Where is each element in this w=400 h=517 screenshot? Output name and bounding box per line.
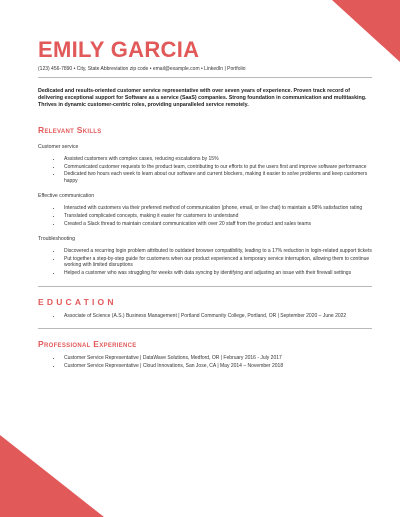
skill-group-title: Troubleshooting xyxy=(38,236,76,243)
list-item: • Put together a step-by-step guide for customers when our product experienced a temporary service interruption, allowing them to continue working with limited disruptions xyxy=(62,256,372,269)
section-divider xyxy=(38,286,372,287)
experience-heading: Professional Experience xyxy=(38,339,137,350)
experience-list xyxy=(38,355,372,369)
skill-group-title: Customer service xyxy=(38,144,79,150)
list-item: • Dedicated two hours each week to learn about our software and current blockers, making it easier to solve problems and keep customers happy xyxy=(62,171,372,184)
list-item: • Translated complicated concepts, making it easier for customers to understand xyxy=(62,213,372,220)
skill-group-list xyxy=(38,205,372,227)
list-item: • Assisted customers with complex cases, reducing escalations by 15% xyxy=(62,156,372,163)
last-name: GARCIA xyxy=(110,37,200,62)
education-heading: EDUCATION xyxy=(38,296,117,307)
list-item: • Customer Service Representative | DataWave Solutions, Medford, OR | February 2016 - July 2017 xyxy=(62,355,372,362)
candidate-name xyxy=(38,38,372,62)
list-item: • Communicated customer requests to the product team, contributing to our efforts to put the users first and improve software performance xyxy=(62,164,372,171)
list-item: • Discovered a recurring login problem attributed to outdated browser compatibility, leading to a 17% reduction in login-related support tickets xyxy=(62,248,372,255)
skill-group-list xyxy=(38,248,372,276)
list-item: • Created a Slack thread to maintain constant communication with over 20 staff from the product and sales teams xyxy=(62,221,372,228)
corner-decoration-bottom-left xyxy=(0,435,104,517)
summary-paragraph: Dedicated and results-oriented customer service representative with over seven years of experience. Proven track record of delivering exceptional support for Software as a service (SaaS) companies. Strong foundation in communication and multitasking. Thrives in dynamic customer-centric roles, providing unparalleled service remotely. xyxy=(38,88,367,108)
header-divider xyxy=(38,77,372,78)
list-item: • Helped a customer who was struggling for weeks with data syncing by identifying and adjusting an issue with their firewall settings xyxy=(62,270,372,277)
education-list xyxy=(38,313,372,320)
skill-group-list xyxy=(38,156,372,184)
list-item: • Customer Service Representative | Cloud Innovations, San Jose, CA | May 2014 – November 2018 xyxy=(62,363,372,370)
section-divider xyxy=(38,328,372,329)
contact-line: (123) 456-7890 • City, State Abbreviation zip code • email@example.com • LinkedIn | Portfolio xyxy=(38,66,246,72)
skill-group-title: Effective communication xyxy=(38,193,95,200)
skills-heading: Relevant Skills xyxy=(38,125,102,135)
resume-page xyxy=(38,38,372,370)
first-name: EMILY xyxy=(38,37,105,62)
list-item: • Interacted with customers via their preferred method of communication (phone, email, or live chat) to maintain a 98% satisfaction rating xyxy=(62,205,372,212)
list-item: • Associate of Science (A.S.) Business Management | Portland Community College, Portland, OR | September 2020 – June 2022 xyxy=(62,313,372,320)
